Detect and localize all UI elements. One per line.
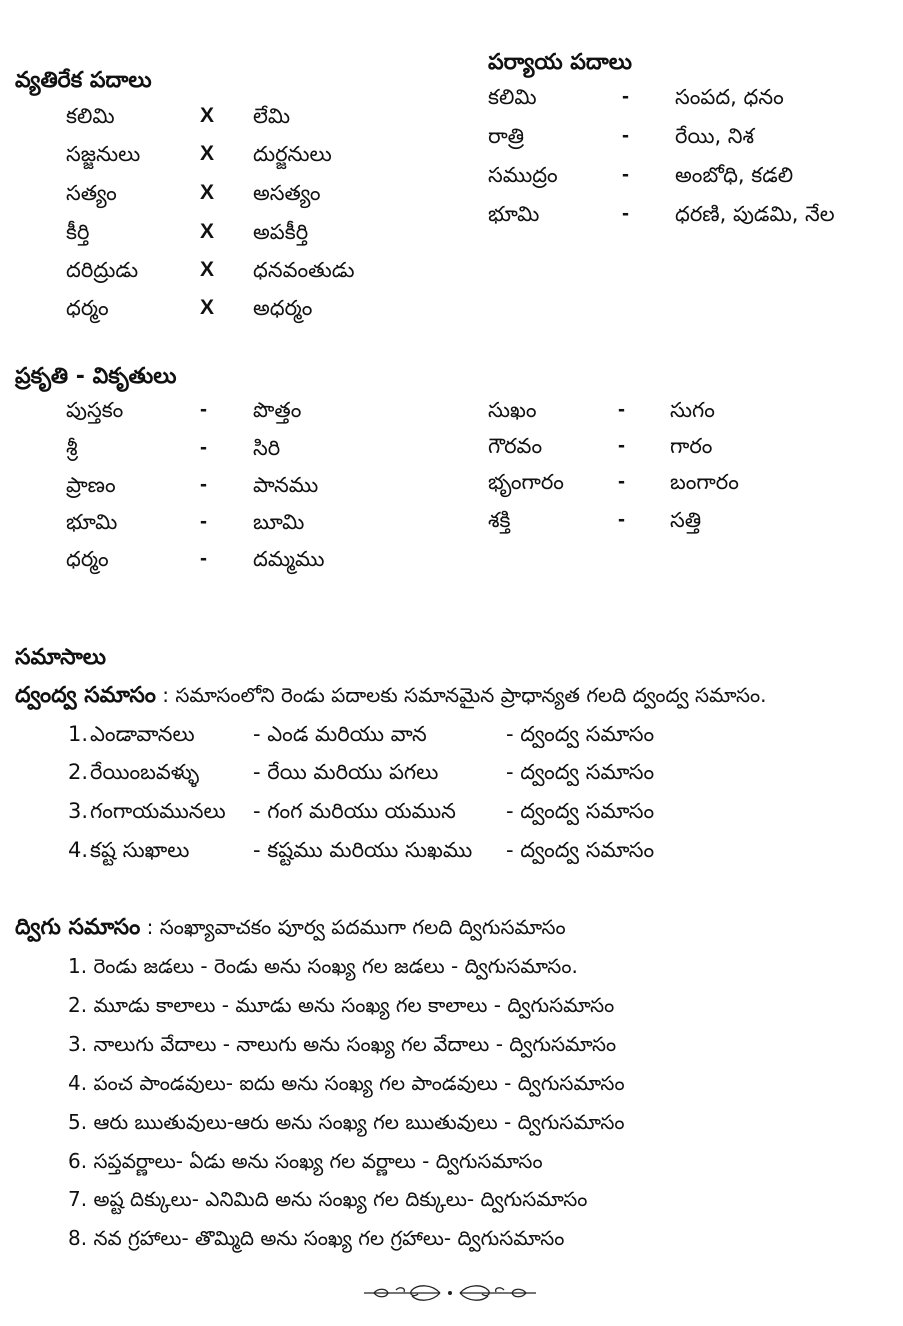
antonym-opposite: ధనవంతుడు xyxy=(253,258,355,282)
dvandva-term: ద్వంద్వ సమాసం xyxy=(15,683,156,708)
dvigu-item: 7. అష్ట దిక్కులు- ఎనిమిది అను సంఖ్య గల దిక్కులు- ద్విగుసమాసం xyxy=(68,1187,588,1211)
synonym-separator: - xyxy=(622,85,629,108)
compound-type: - ద్వంద్వ సమాసం xyxy=(506,722,655,746)
dvandva-definition xyxy=(15,683,767,713)
item-number: 3. xyxy=(68,799,89,823)
vikruti-word: పానము xyxy=(253,473,319,497)
prakruti-word: శక్తి xyxy=(488,508,511,532)
antonyms-heading: వ్యతిరేక పదాలు xyxy=(15,68,152,93)
synonym-word: సముద్రం xyxy=(488,163,558,187)
compound-type: - ద్వంద్వ సమాసం xyxy=(506,838,655,862)
dvigu-item: 2. మూడు కాలాలు - మూడు అను సంఖ్య గల కాలాలు - ద్విగుసమాసం xyxy=(68,993,615,1017)
dvigu-definition-text: : సంఖ్యావాచకం పూర్వ పదముగా గలది ద్విగుసమాసం xyxy=(140,915,566,939)
vikruti-word: బూమి xyxy=(253,510,305,534)
prakruti-separator: - xyxy=(618,470,625,493)
dvigu-item: 6. సప్తవర్ణాలు- ఏడు అను సంఖ్య గల వర్ణాలు - ద్విగుసమాసం xyxy=(68,1149,543,1173)
dvigu-item: 8. నవ గ్రహాలు- తొమ్మిది అను సంఖ్య గల గ్రహాలు- ద్విగుసమాసం xyxy=(68,1226,565,1250)
antonym-word: సత్యం xyxy=(66,181,117,205)
prakruti-separator: - xyxy=(200,510,207,533)
prakruti-heading: ప్రకృతి - వికృతులు xyxy=(15,364,177,389)
compound-split: - ఎండ మరియు వాన xyxy=(253,722,427,746)
antonym-opposite: అపకీర్తి xyxy=(253,220,309,244)
synonym-separator: - xyxy=(622,202,629,225)
compound-word: కష్ట సుఖాలు xyxy=(90,838,190,862)
dvigu-item: 4. పంచ పాండవులు- ఐదు అను సంఖ్య గల పాండవులు - ద్విగుసమాసం xyxy=(68,1071,625,1095)
prakruti-separator: - xyxy=(200,473,207,496)
vikruti-word: బంగారం xyxy=(670,470,739,494)
antonym-opposite: అసత్యం xyxy=(253,181,321,205)
antonym-word: కలిమి xyxy=(66,104,115,128)
antonym-opposite: లేమి xyxy=(253,104,291,128)
antonym-word: దరిద్రుడు xyxy=(66,258,139,282)
synonym-separator: - xyxy=(622,163,629,186)
antonym-separator: X xyxy=(200,296,215,319)
antonym-opposite: దుర్జనులు xyxy=(253,142,332,166)
antonym-separator: X xyxy=(200,258,215,281)
item-number: 1. xyxy=(68,722,89,746)
synonyms-heading: పర్యాయ పదాలు xyxy=(488,50,633,75)
prakruti-word: సుఖం xyxy=(488,398,537,422)
vikruti-word: దమ్మము xyxy=(253,547,325,571)
vikruti-word: సిరి xyxy=(253,436,281,460)
item-number: 2. xyxy=(68,760,89,784)
dvigu-definition xyxy=(15,915,566,945)
synonym-meaning: అంబోధి, కడలి xyxy=(675,163,794,187)
synonym-meaning: ధరణి, పుడమి, నేల xyxy=(675,202,835,226)
antonym-separator: X xyxy=(200,104,215,127)
decorative-flourish-icon xyxy=(360,1280,540,1306)
compound-split: - గంగ మరియు యమున xyxy=(253,799,456,823)
antonym-word: సజ్జనులు xyxy=(66,142,141,166)
prakruti-word: ప్రాణం xyxy=(66,473,116,497)
antonym-word: ధర్మం xyxy=(66,296,109,320)
prakruti-word: భూమి xyxy=(66,510,118,534)
vikruti-word: సత్తి xyxy=(670,508,702,532)
compound-split: - కష్టము మరియు సుఖము xyxy=(253,838,473,862)
dvigu-item: 3. నాలుగు వేదాలు - నాలుగు అను సంఖ్య గల వేదాలు - ద్విగుసమాసం xyxy=(68,1032,617,1056)
prakruti-separator: - xyxy=(618,434,625,457)
samasalu-heading: సమాసాలు xyxy=(15,645,106,670)
dvigu-term: ద్విగు సమాసం xyxy=(15,915,141,940)
compound-word: గంగాయమునలు xyxy=(90,799,226,823)
compound-word: ఎండావానలు xyxy=(90,722,195,746)
dvandva-definition-text: : సమాసంలోని రెండు పదాలకు సమానమైన ప్రాధాన్యత గలది ద్వంద్వ సమాసం. xyxy=(155,683,767,707)
compound-type: - ద్వంద్వ సమాసం xyxy=(506,760,655,784)
compound-type: - ద్వంద్వ సమాసం xyxy=(506,799,655,823)
vikruti-word: పొత్తం xyxy=(253,398,302,422)
synonym-meaning: సంపద, ధనం xyxy=(675,85,784,109)
synonym-meaning: రేయి, నిశ xyxy=(675,124,755,148)
dvigu-item: 5. ఆరు ఋతువులు-ఆరు అను సంఖ్య గల ఋతువులు - ద్విగుసమాసం xyxy=(68,1110,625,1134)
antonym-separator: X xyxy=(200,220,215,243)
item-number: 4. xyxy=(68,838,89,862)
synonym-word: కలిమి xyxy=(488,85,537,109)
antonym-word: కీర్తి xyxy=(66,220,90,244)
prakruti-word: భృంగారం xyxy=(488,470,564,494)
prakruti-word: పుస్తకం xyxy=(66,398,124,422)
prakruti-separator: - xyxy=(200,398,207,421)
prakruti-word: ధర్మం xyxy=(66,547,109,571)
antonym-separator: X xyxy=(200,142,215,165)
synonym-separator: - xyxy=(622,124,629,147)
prakruti-word: గౌరవం xyxy=(488,434,543,458)
prakruti-separator: - xyxy=(200,436,207,459)
antonym-opposite: అధర్మం xyxy=(253,296,313,320)
vikruti-word: గారం xyxy=(670,434,713,458)
prakruti-word: శ్రీ xyxy=(66,436,78,460)
synonym-word: భూమి xyxy=(488,202,540,226)
prakruti-separator: - xyxy=(618,508,625,531)
compound-split: - రేయి మరియు పగలు xyxy=(253,760,439,784)
dvigu-item: 1. రెండు జడలు - రెండు అను సంఖ్య గల జడలు - ద్విగుసమాసం. xyxy=(68,954,578,978)
antonym-separator: X xyxy=(200,181,215,204)
prakruti-separator: - xyxy=(618,398,625,421)
vikruti-word: సుగం xyxy=(670,398,715,422)
synonym-word: రాత్రి xyxy=(488,124,525,148)
compound-word: రేయింబవళ్ళు xyxy=(90,760,200,784)
prakruti-separator: - xyxy=(200,547,207,570)
